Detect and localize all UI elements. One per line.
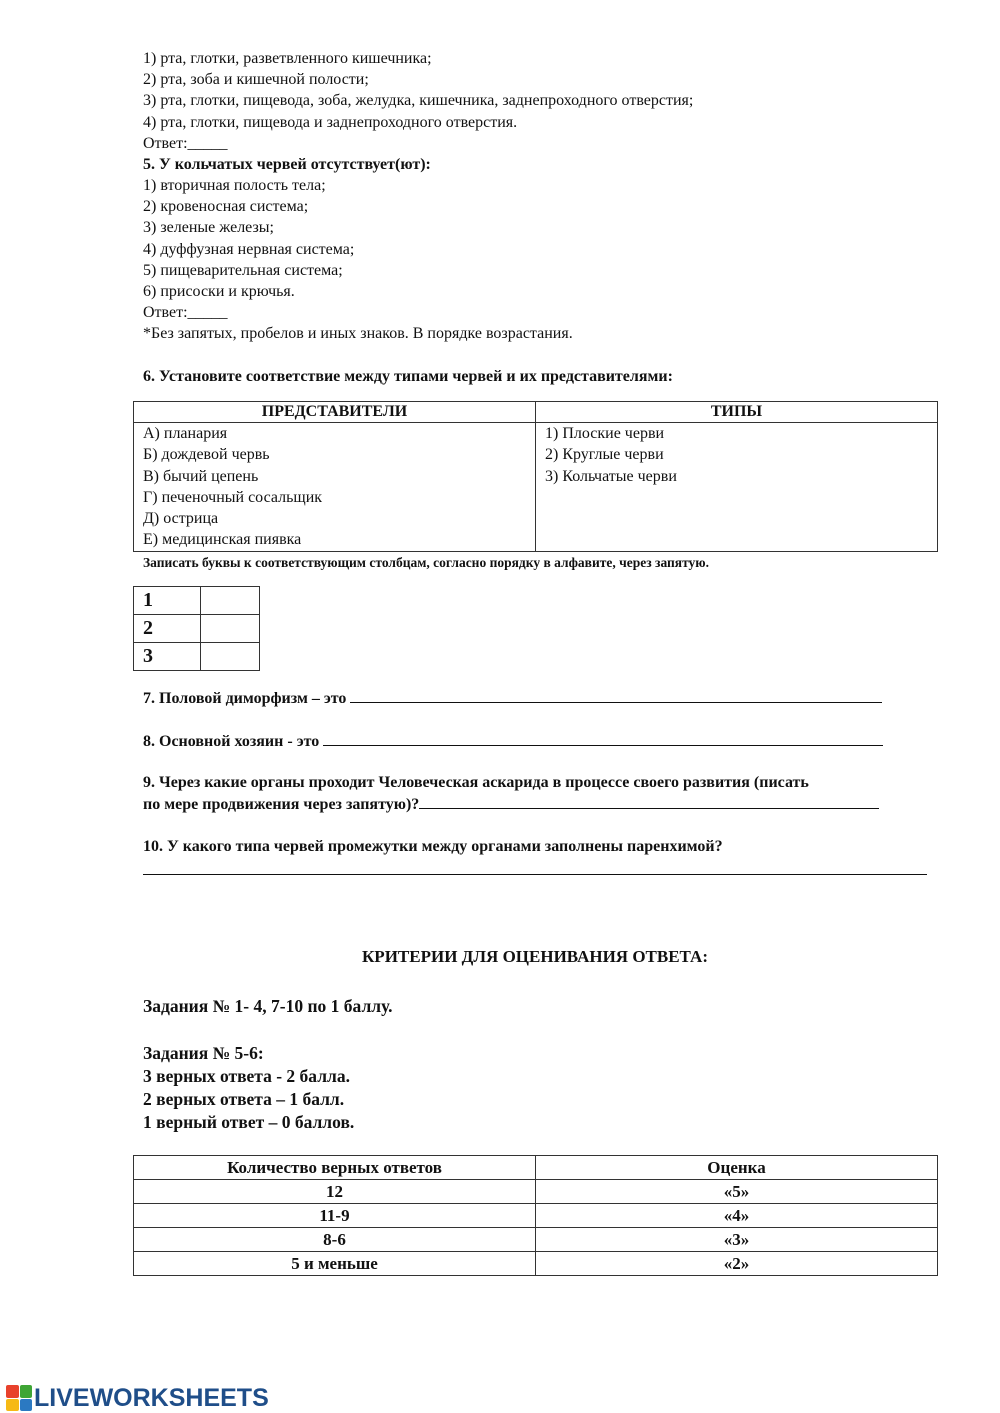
q7-answer-blank[interactable] xyxy=(350,688,882,703)
q5-option-6: 6) присоски и крючья. xyxy=(143,283,295,300)
grade-value: «4» xyxy=(536,1204,938,1228)
matching-header-representatives: ПРЕДСТАВИТЕЛИ xyxy=(134,402,536,423)
q6-instruction: Записать буквы к соответствующим столбцам, согласно порядку в алфавите, через запятую. xyxy=(143,555,709,570)
q5-question: 5. У кольчатых червей отсутствует(ют): xyxy=(143,156,431,173)
q5-option-4: 4) дуффузная нервная система; xyxy=(143,241,355,258)
representative-item: Д) острица xyxy=(143,510,219,528)
q9-line-2 xyxy=(143,794,879,815)
q5-option-3: 3) зеленые железы; xyxy=(143,219,274,236)
criteria-line-1: Задания № 1- 4, 7-10 по 1 баллу. xyxy=(143,996,393,1016)
grade-count: 12 xyxy=(134,1180,536,1204)
q10-question: 10. У какого типа червей промежутки между органами заполнены паренхимой? xyxy=(143,838,723,855)
table-row xyxy=(134,1252,938,1276)
criteria-title: КРИТЕРИИ ДЛЯ ОЦЕНИВАНИЯ ОТВЕТА: xyxy=(361,947,708,966)
representative-item: Б) дождевой червь xyxy=(143,446,270,464)
grade-count: 11-9 xyxy=(134,1204,536,1228)
criteria-line-4: 2 верных ответа – 1 балл. xyxy=(143,1089,345,1109)
matching-header-types: ТИПЫ xyxy=(536,402,938,423)
q8-answer-blank[interactable] xyxy=(323,731,883,746)
liveworksheets-logo[interactable] xyxy=(6,1384,269,1412)
representative-item: Г) печеночный сосальщик xyxy=(143,488,323,506)
representative-item: А) планария xyxy=(143,425,228,442)
q4-option-3: 3) рта, глотки, пищевода, зоба, желудка, кишечника, заднепроходного отверстия; xyxy=(143,92,694,109)
representatives-cell xyxy=(134,423,536,552)
types-cell xyxy=(536,423,938,552)
answer-row-label: 3 xyxy=(134,643,201,671)
criteria-line-3: 3 верных ответа - 2 балла. xyxy=(143,1066,350,1086)
q8-line xyxy=(143,731,883,752)
grade-value: «2» xyxy=(536,1252,938,1276)
grade-count: 5 и меньше xyxy=(134,1252,536,1276)
q5-option-1: 1) вторичная полость тела; xyxy=(143,177,326,194)
q8-question: 8. Основной хозяин - это xyxy=(143,733,320,750)
logo-text: LIVEWORKSHEETS xyxy=(34,1383,269,1412)
q5-note: *Без запятых, пробелов и иных знаков. В порядке возрастания. xyxy=(143,325,573,342)
q5-answer[interactable]: Ответ:_____ xyxy=(143,304,228,321)
q4-option-4: 4) рта, глотки, пищевода и заднепроходного отверстия. xyxy=(143,114,518,131)
answer-field-2[interactable] xyxy=(201,615,260,643)
q10-answer-blank[interactable] xyxy=(143,874,927,875)
q7-question: 7. Половой диморфизм – это xyxy=(143,690,347,707)
q4-option-1: 1) рта, глотки, разветвленного кишечника; xyxy=(143,50,432,67)
table-row xyxy=(134,1204,938,1228)
representative-item: В) бычий цепень xyxy=(143,467,259,485)
q7-line xyxy=(143,688,882,709)
grade-header-grade: Оценка xyxy=(536,1156,938,1180)
grade-header-count: Количество верных ответов xyxy=(134,1156,536,1180)
criteria-line-5: 1 верный ответ – 0 баллов. xyxy=(143,1112,355,1132)
matching-table xyxy=(133,401,938,552)
table-row xyxy=(134,1180,938,1204)
q5-option-5: 5) пищеварительная система; xyxy=(143,262,343,279)
grade-table xyxy=(133,1155,938,1276)
q9-question-line-1: 9. Через какие органы проходит Человеческая аскарида в процессе своего развития (писать xyxy=(143,774,809,791)
q6-question: 6. Установите соответствие между типами червей и их представителями: xyxy=(143,368,673,385)
answer-row-label: 2 xyxy=(134,615,201,643)
grade-count: 8-6 xyxy=(134,1228,536,1252)
answer-row-label: 1 xyxy=(134,587,201,615)
type-item: 2) Круглые черви xyxy=(545,446,664,464)
grade-value: «3» xyxy=(536,1228,938,1252)
q9-answer-blank[interactable] xyxy=(419,794,879,809)
answer-field-3[interactable] xyxy=(201,643,260,671)
representative-item: Е) медицинская пиявка xyxy=(143,531,302,549)
q4-answer[interactable]: Ответ:_____ xyxy=(143,135,228,152)
q9-question-line-2: по мере продвижения через запятую)? xyxy=(143,796,420,813)
q5-option-2: 2) кровеносная система; xyxy=(143,198,309,215)
q4-option-2: 2) рта, зоба и кишечной полости; xyxy=(143,71,369,88)
answer-grid xyxy=(133,586,260,671)
type-item: 3) Кольчатые черви xyxy=(545,467,677,485)
table-row xyxy=(134,1228,938,1252)
answer-field-1[interactable] xyxy=(201,587,260,615)
logo-mark-icon xyxy=(6,1385,32,1411)
criteria-line-2: Задания № 5-6: xyxy=(143,1043,264,1063)
grade-value: «5» xyxy=(536,1180,938,1204)
type-item: 1) Плоские черви xyxy=(545,425,665,442)
